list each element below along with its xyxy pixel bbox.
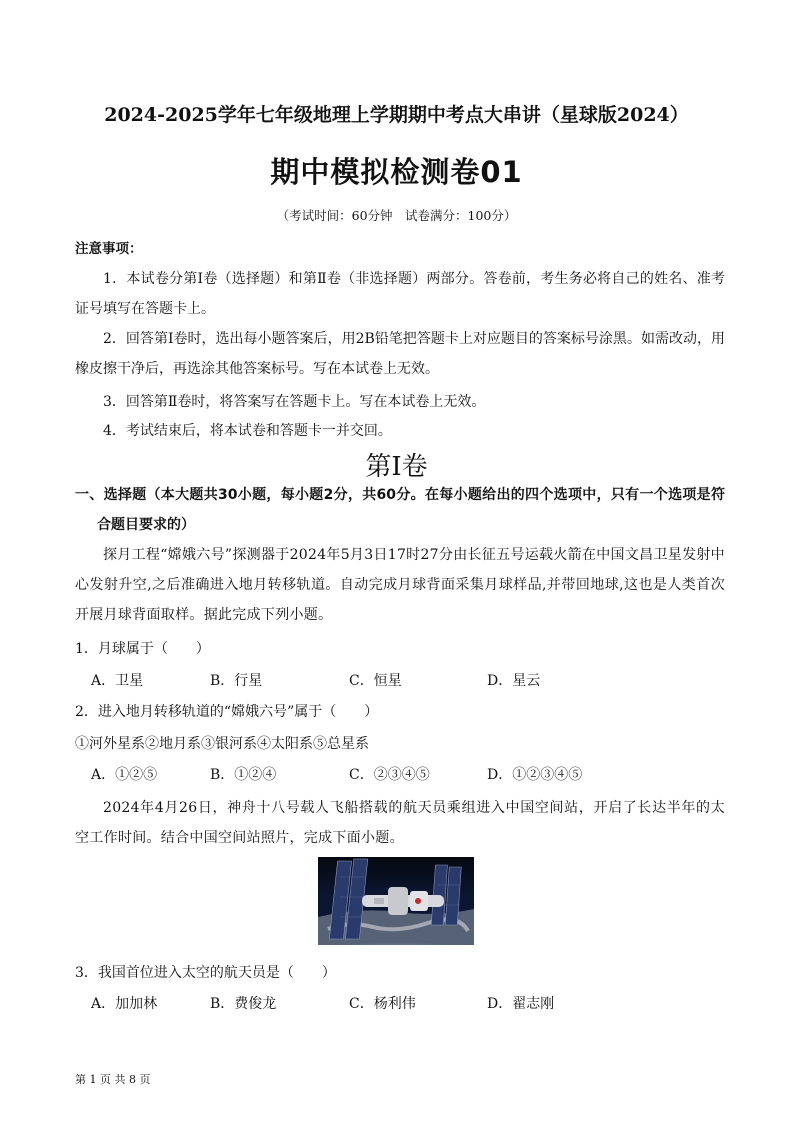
q1-option-d: D．星云 [487,673,541,689]
page-title: 期中模拟检测卷01 [270,155,523,189]
q3-option-b: B．费俊龙 [210,996,277,1012]
q2-option-c: C．②③④⑤ [349,767,430,783]
q2-option-d: D．①②③④⑤ [487,767,583,783]
question-2-stem: 2．进入地月转移轨道的“嫦娥六号”属于（ ） [75,704,379,720]
question-3-stem: 3．我国首位进入太空的航天员是（ ） [75,965,336,981]
note-item-2: 2．回答第Ⅰ卷时，选出每小题答案后，用2B铅笔把答题卡上对应题目的答案标号涂黑。如需改动，用橡皮擦干净后，再选涂其他答案标号。写在本试卷上无效。 [75,331,725,377]
series-title: 2024-2025学年七年级地理上学期期中考点大串讲（星球版2024） [104,104,689,126]
note-item-3: 3．回答第Ⅱ卷时，将答案写在答题卡上。写在本试卷上无效。 [103,394,486,410]
question-1-stem: 1．月球属于（ ） [75,641,210,657]
section-heading [75,480,725,540]
passage-2: 2024年4月26日，神舟十八号载人飞船搭载的航天员乘组进入中国空间站，开启了长达半年的太空工作时间。结合中国空间站照片，完成下面小题。 [75,800,725,846]
page-footer: 第 1 页 共 8 页 [75,1073,151,1086]
section-heading-text: 一、选择题（本大题共30小题，每小题2分，共60分。在每小题给出的四个选项中，只有一个选项是符合题目要求的） [75,487,725,533]
space-station-photo [318,857,474,945]
exam-info: （考试时间：60分钟 试卷满分：100分） [276,208,517,223]
note-item-4: 4．考试结束后，将本试卷和答题卡一并交回。 [103,423,392,439]
section-title: 第Ⅰ卷 [365,452,428,482]
q3-option-a: A．加加林 [91,996,158,1012]
question-2-choices: ①河外星系②地月系③银河系④太阳系⑤总星系 [75,736,369,752]
q2-option-b: B．①②④ [210,767,277,783]
q1-option-b: B．行星 [210,673,263,689]
q1-option-c: C．恒星 [349,673,402,689]
q3-option-c: C．杨利伟 [349,996,416,1012]
q2-option-a: A．①②⑤ [91,767,158,783]
passage-1: 探月工程“嫦娥六号”探测器于2024年5月3日17时27分由长征五号运载火箭在中国文昌卫星发射中心发射升空,之后准确进入地月转移轨道。自动完成月球背面采集月球样品,并带回地球,这也是人类首次开展月球背面取样。据此完成下列小题。 [75,547,725,623]
notes-heading: 注意事项： [75,241,143,257]
note-item-1: 1．本试卷分第Ⅰ卷（选择题）和第Ⅱ卷（非选择题）两部分。答卷前，考生务必将自己的姓名、准考证号填写在答题卡上。 [75,271,725,317]
q3-option-d: D．翟志刚 [487,996,555,1012]
q1-option-a: A．卫星 [91,673,144,689]
